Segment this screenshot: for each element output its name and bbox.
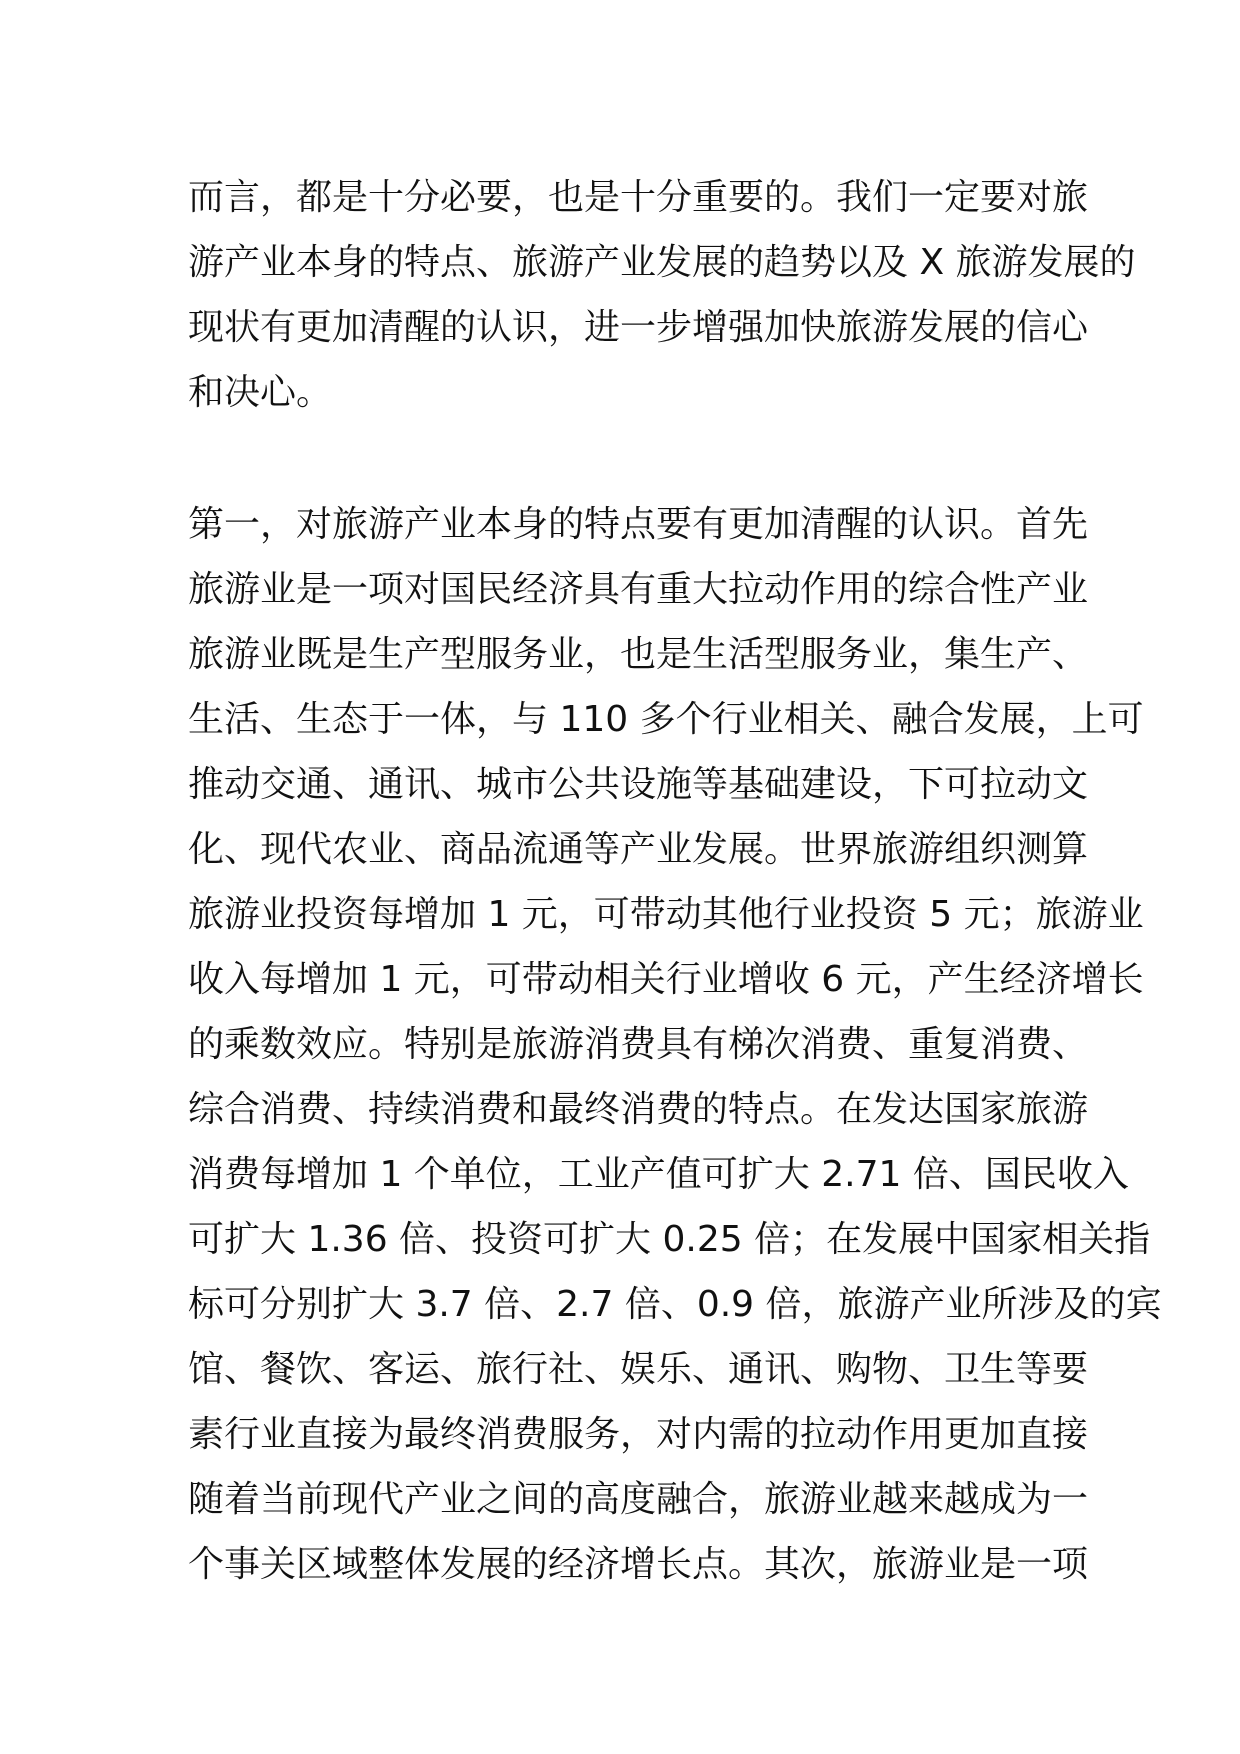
text-line: 个事关区域整体发展的经济增长点。其次，旅游业是一项 — [188, 1544, 1089, 1585]
text-line: 的乘数效应。特别是旅游消费具有梯次消费、重复消费、 — [188, 1024, 1089, 1065]
text-line: 消费每增加 1 个单位，工业产值可扩大 2.71 倍、国民收入 — [188, 1154, 1129, 1195]
text-line: 旅游业是一项对国民经济具有重大拉动作用的综合性产业 — [188, 569, 1089, 610]
text-line: 现状有更加清醒的认识，进一步增强加快旅游发展的信心 — [188, 307, 1089, 348]
text-line: 综合消费、持续消费和最终消费的特点。在发达国家旅游 — [188, 1089, 1089, 1130]
text-line: 馆、餐饮、客运、旅行社、娱乐、通讯、购物、卫生等要 — [188, 1349, 1089, 1390]
paragraph-first-point — [188, 492, 1162, 1597]
text-line: 标可分别扩大 3.7 倍、2.7 倍、0.9 倍，旅游产业所涉及的宾 — [188, 1284, 1162, 1325]
text-line: 旅游业投资每增加 1 元，可带动其他行业投资 5 元；旅游业 — [188, 894, 1144, 935]
paragraph-intro — [188, 165, 1136, 425]
text-line: 生活、生态于一体，与 110 多个行业相关、融合发展，上可 — [188, 699, 1144, 740]
text-line: 旅游业既是生产型服务业，也是生活型服务业，集生产、 — [188, 634, 1089, 675]
text-line: 化、现代农业、商品流通等产业发展。世界旅游组织测算 — [188, 829, 1089, 870]
text-line: 素行业直接为最终消费服务，对内需的拉动作用更加直接 — [188, 1414, 1089, 1455]
text-line: 而言，都是十分必要，也是十分重要的。我们一定要对旅 — [188, 177, 1089, 218]
text-line: 收入每增加 1 元，可带动相关行业增收 6 元，产生经济增长 — [188, 959, 1144, 1000]
text-line: 随着当前现代产业之间的高度融合，旅游业越来越成为一 — [188, 1479, 1089, 1520]
text-line: 可扩大 1.36 倍、投资可扩大 0.25 倍；在发展中国家相关指 — [188, 1219, 1151, 1260]
text-line: 第一，对旅游产业本身的特点要有更加清醒的认识。首先 — [188, 504, 1089, 545]
text-line: 推动交通、通讯、城市公共设施等基础建设，下可拉动文 — [188, 764, 1089, 805]
text-line: 和决心。 — [188, 372, 333, 413]
text-line: 游产业本身的特点、旅游产业发展的趋势以及 X 旅游发展的 — [188, 242, 1136, 283]
